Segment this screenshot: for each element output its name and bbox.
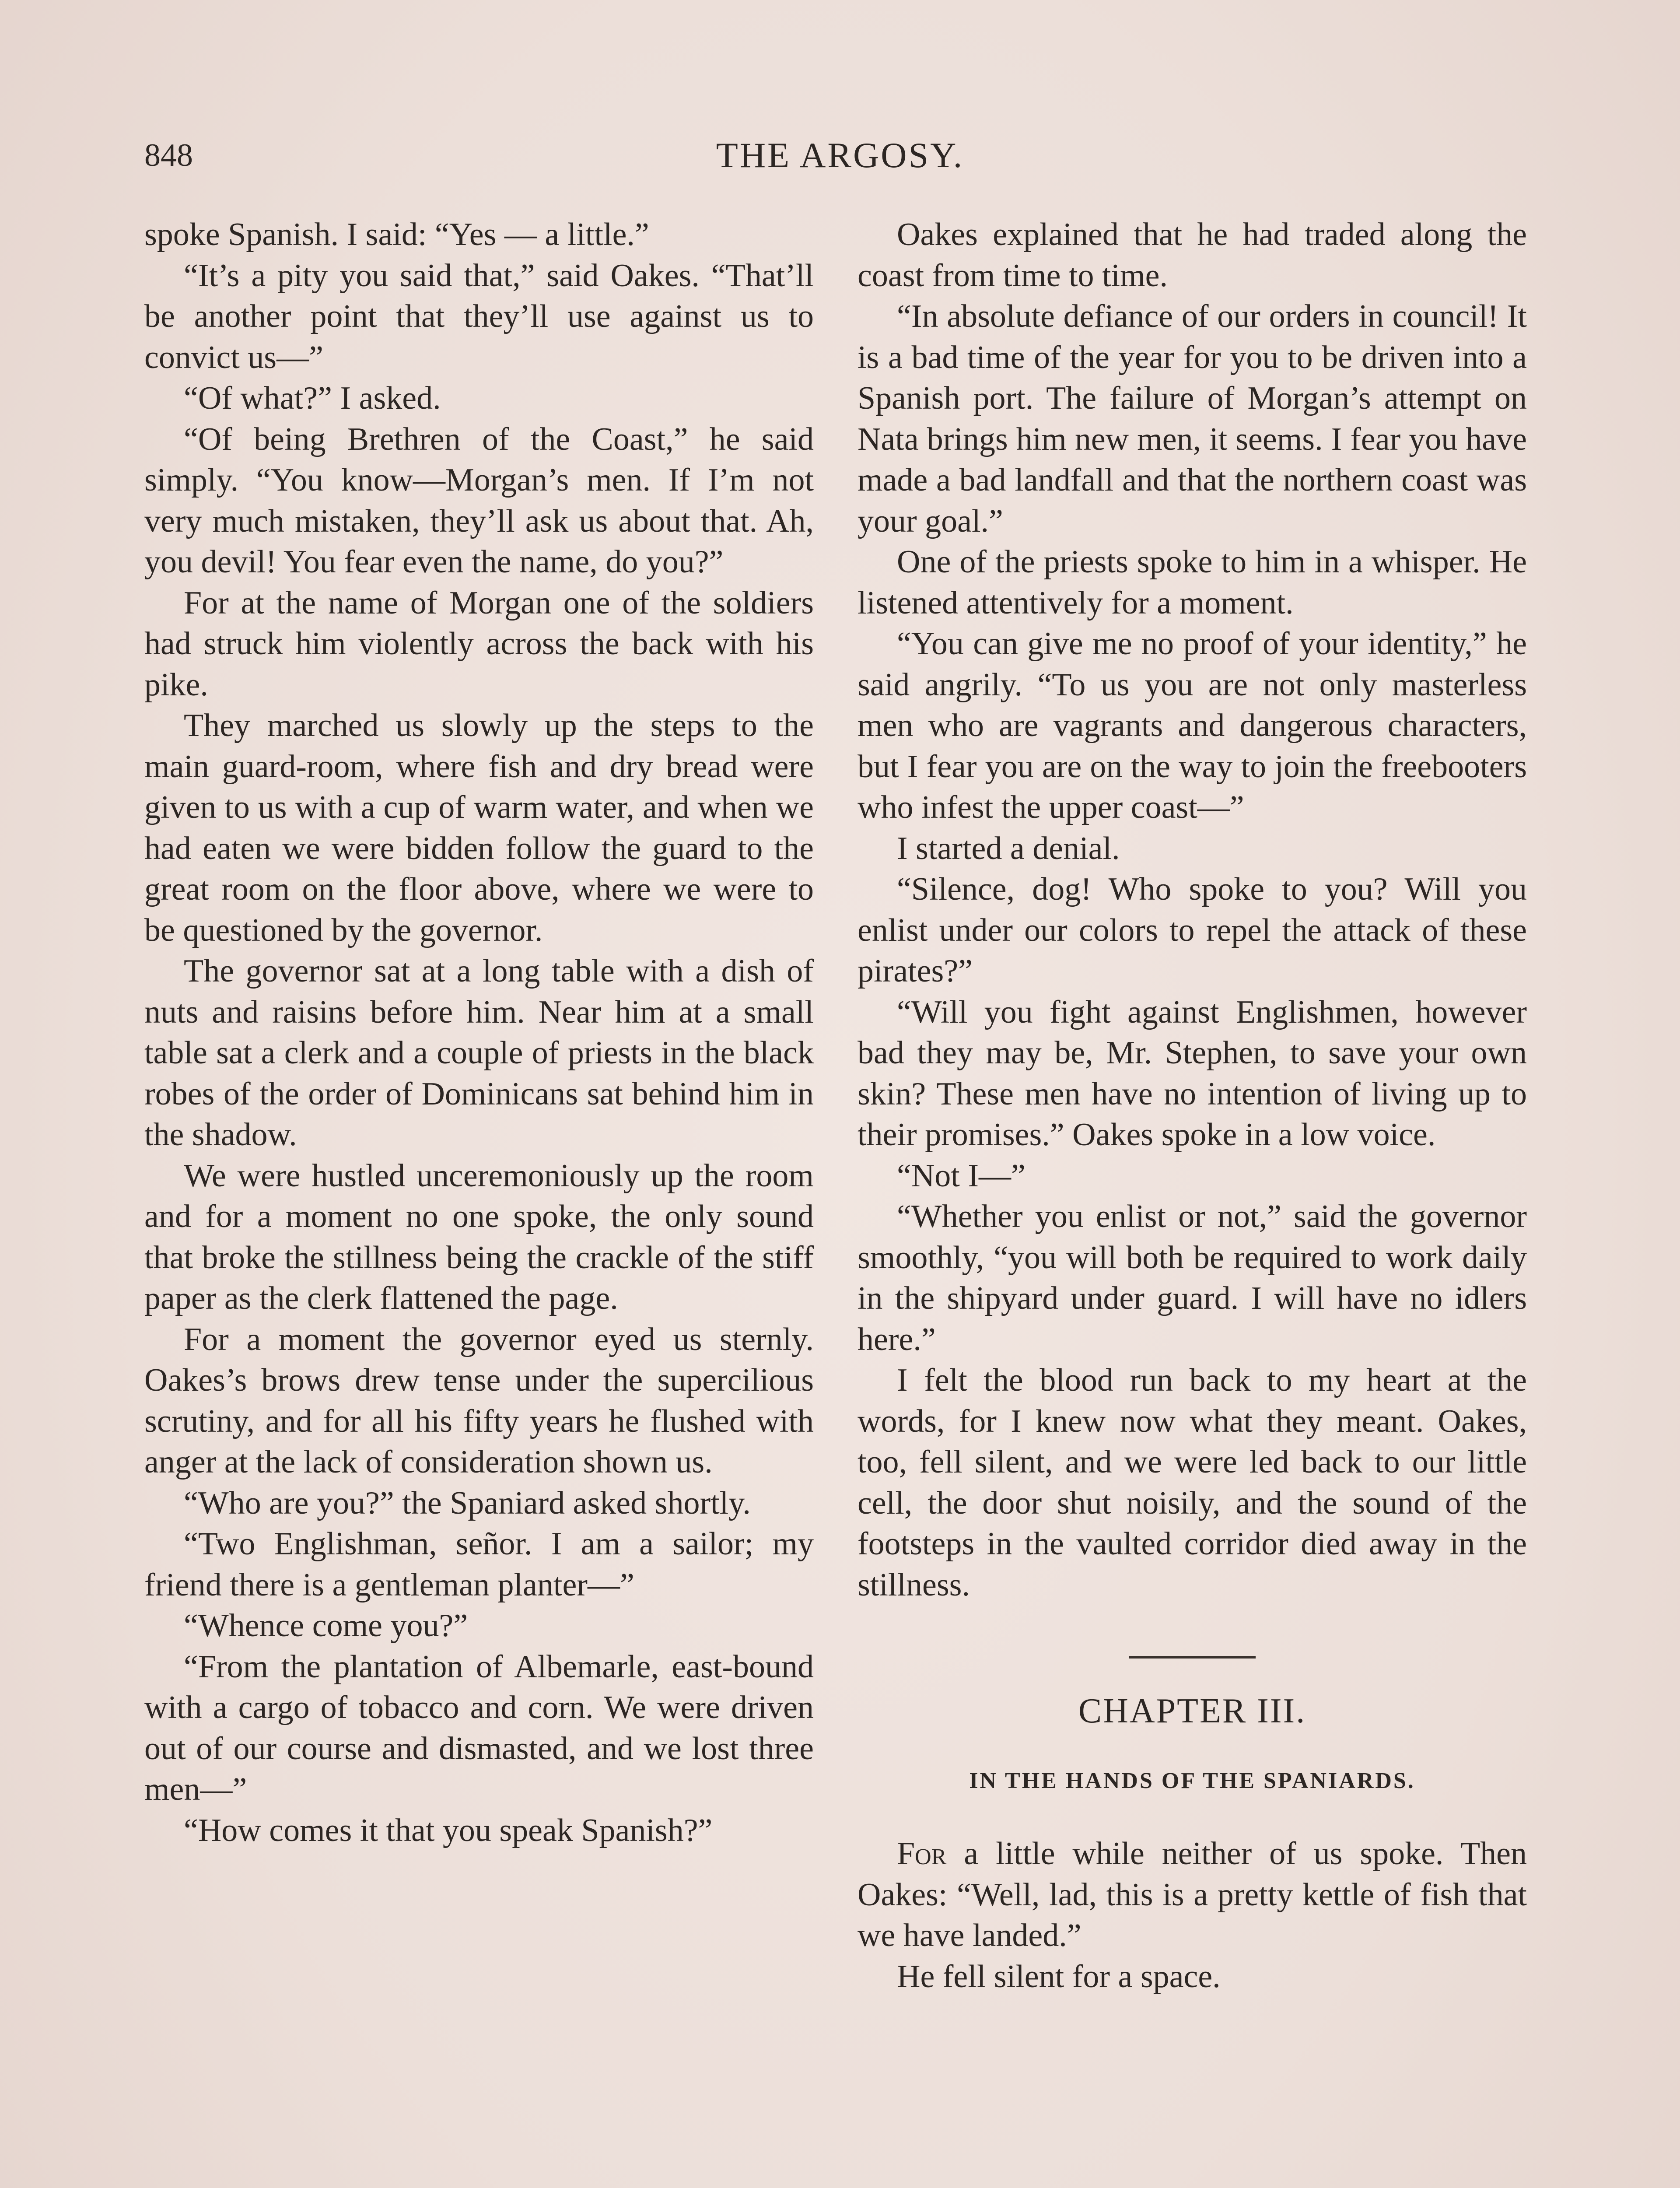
paragraph: “Two Englishman, señor. I am a sailor; my friend there is a gentleman planter—” <box>144 1526 814 1603</box>
page-number: 848 <box>144 137 193 173</box>
page-header <box>144 131 1536 179</box>
paragraph: spoke Spanish. I said: “Yes — a little.” <box>144 217 649 252</box>
right-column <box>858 214 1527 1997</box>
paragraph: For at the name of Morgan one of the soldiers had struck him violently across the back with his pike. <box>144 585 814 703</box>
paragraph: “How comes it that you speak Spanish?” <box>184 1812 713 1848</box>
paragraph: “Of being Brethren of the Coast,” he said simply. “You know—Morgan’s men. If I’m not very much mistaken, they’ll ask us about that. Ah, you devil! You fear even the name, do you?” <box>144 421 814 580</box>
paragraph: For a moment the governor eyed us sternly. Oakes’s brows drew tense under the supercilious scrutiny, and for all his fifty years he flushed with anger at the lack of consideration shown us. <box>144 1321 814 1480</box>
paragraph: One of the priests spoke to him in a whisper. He listened attentively for a moment. <box>858 544 1527 621</box>
paragraph: “In absolute defiance of our orders in council! It is a bad time of the year for you to be driven into a Spanish port. The failure of Morgan’s attempt on Nata brings him new men, it seems. I fear you have made a bad landfall and that the northern coast was your goal.” <box>858 298 1527 539</box>
paragraph: We were hustled unceremoniously up the room and for a moment no one spoke, the only sound that broke the stillness being the crackle of the stiff paper as the clerk flattened the page. <box>144 1157 814 1316</box>
paragraph: “Who are you?” the Spaniard asked shortly. <box>184 1485 751 1521</box>
paragraph: “You can give me no proof of your identity,” he said angrily. “To us you are not only masterless men who are vagrants and dangerous characters, but I fear you are on the way to join the freebooters who infest the upper coast—” <box>858 626 1527 825</box>
chapter-heading: CHAPTER III. <box>1078 1692 1306 1730</box>
paragraph: “Will you fight against Englishmen, however bad they may be, Mr. Stephen, to save your own skin? These men have no intention of living up to their promises.” Oakes spoke in a low voice. <box>858 994 1527 1153</box>
paragraph: “It’s a pity you said that,” said Oakes. “That’ll be another point that they’ll use against us to convict us—” <box>144 257 814 375</box>
section-divider <box>1129 1656 1256 1659</box>
paragraph: “Whence come you?” <box>184 1608 468 1644</box>
paragraph: I felt the blood run back to my heart at the words, for I knew now what they meant. Oakes, too, fell silent, and we were led back to our little cell, the door shut noisily, and the sound of the footsteps in the vaulted corridor died away in the stillness. <box>858 1362 1527 1603</box>
paragraph: The governor sat at a long table with a dish of nuts and raisins before him. Near him at a small table sat a clerk and a couple of priests in the black robes of the order of Dominicans sat behind him in the shadow. <box>144 953 814 1153</box>
paragraph: “From the plantation of Albemarle, east-bound with a cargo of tobacco and corn. We were driven out of our course and dismasted, and we lost three men—” <box>144 1648 814 1807</box>
drop-word: For <box>897 1836 947 1872</box>
paragraph: They marched us slowly up the steps to the main guard-room, where fish and dry bread were given to us with a cup of warm water, and when we had eaten we were bidden follow the guard to the great room on the floor above, where we were to be questioned by the governor. <box>144 708 814 948</box>
paragraph: “Of what?” I asked. <box>184 380 441 416</box>
paragraph: “Not I—” <box>897 1157 1026 1194</box>
paragraph: “Whether you enlist or not,” said the governor smoothly, “you will both be required to work daily in the shipyard under guard. I will have no idlers here.” <box>858 1199 1527 1357</box>
paragraph: I started a denial. <box>897 830 1120 866</box>
paragraph: Oakes explained that he had traded along the coast from time to time. <box>858 217 1527 294</box>
paragraph: “Silence, dog! Who spoke to you? Will you enlist under our colors to repel the attack of these pirates?” <box>858 871 1527 989</box>
paragraph: He fell silent for a space. <box>897 1958 1221 1995</box>
chapter-opening-paragraph <box>858 1834 1527 1957</box>
opening-text: a little while neither of us spoke. Then Oakes: “Well, lad, this is a pretty kettle of fish that we have landed.” <box>858 1836 1527 1953</box>
chapter-subtitle: IN THE HANDS OF THE SPANIARDS. <box>969 1768 1415 1793</box>
left-column <box>144 214 814 1851</box>
running-head: THE ARGOSY. <box>716 135 964 175</box>
